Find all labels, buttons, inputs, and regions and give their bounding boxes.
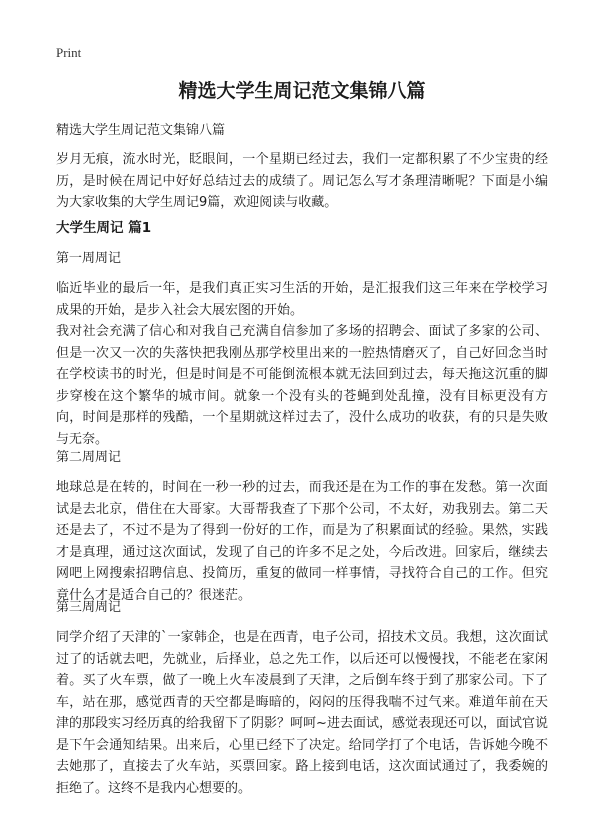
week-3-paragraph-1: 同学介绍了天津的`一家韩企，也是在西青，电子公司，招技术文员。我想，这次面试过了的话就去吧，先就业，后择业，总之先工作，以后还可以慢慢找，不能老在家闲着。买了火车票，做了一晚上火车凌晨到了天津，之后倒车终于到了那家公司。下了车，站在那，感觉西青的天空都是晦暗的，闷闷的压得我喘不过气来。难道年前在天津的那段实习经历真的给我留下了阴影？呵呵~进去面试，感觉表现还可以，面试官说是下午会通知结果。出来后，心里已经下了决定。给同学打了个电话，告诉她今晚不去她那了，直接去了火车站，买票回家。路上接到电话，这次面试通过了，我委婉的拒绝了。这终不是我内心想要的。 — [56, 630, 548, 796]
intro-paragraph: 岁月无痕，流水时光，眨眼间，一个星期已经过去，我们一定都积累了不少宝贵的经历，是时候在周记中好好总结过去的成绩了。周记怎么写才条理清晰呢？下面是小编为大家收集的大学生周记9篇，欢迎阅读与收藏。 — [56, 152, 548, 210]
document-subtitle: 精选大学生周记范文集锦八篇 — [56, 123, 226, 138]
print-link[interactable]: Print — [56, 45, 82, 60]
section-heading: 大学生周记 篇1 — [56, 220, 152, 236]
document-title: 精选大学生周记范文集锦八篇 — [178, 80, 426, 102]
week-1-heading: 第一周周记 — [56, 251, 122, 266]
week-1-paragraph-2: 我对社会充满了信心和对我自己充满自信参加了多场的招聘会、面试了多家的公司、但是一次又一次的失落快把我刚丛那学校里出来的一腔热情磨灭了，自己好回念当时在学校读书的时光，但是时间是不可能倒流根本就无法回到过去，每天拖这沉重的脚步穿梭在这个繁华的城市间。就象一个没有头的苍蝇到处乱撞，没有目标更没有方向，时间是那样的残酷，一个星期就这样过去了，没什么成功的收获，有的只是失败与无奈。 — [56, 324, 548, 447]
week-3-heading: 第三周周记 — [56, 600, 122, 615]
week-1-paragraph-1: 临近毕业的最后一年，是我们真正实习生活的开始，是汇报我们这三年来在学校学习成果的开始，是步入社会大展宏图的开始。 — [56, 281, 548, 318]
week-2-heading: 第二周周记 — [56, 450, 122, 465]
week-2-paragraph-1: 地球总是在转的，时间在一秒一秒的过去，而我还是在为工作的事在发愁。第一次面试是去北京，借住在大哥家。大哥帮我查了下那个公司，不太好，劝我别去。第二天还是去了，不过不是为了得到一份好的工作，而是为了积累面试的经验。果然，实践才是真理，通过这次面试，发现了自己的许多不足之处，今后改进。回家后，继续去网吧上网搜索招聘信息、投简历，重复的做同一样事情，寻找符合自己的工作。但究竟什么才是适合自己的？很迷茫。 — [56, 480, 548, 603]
